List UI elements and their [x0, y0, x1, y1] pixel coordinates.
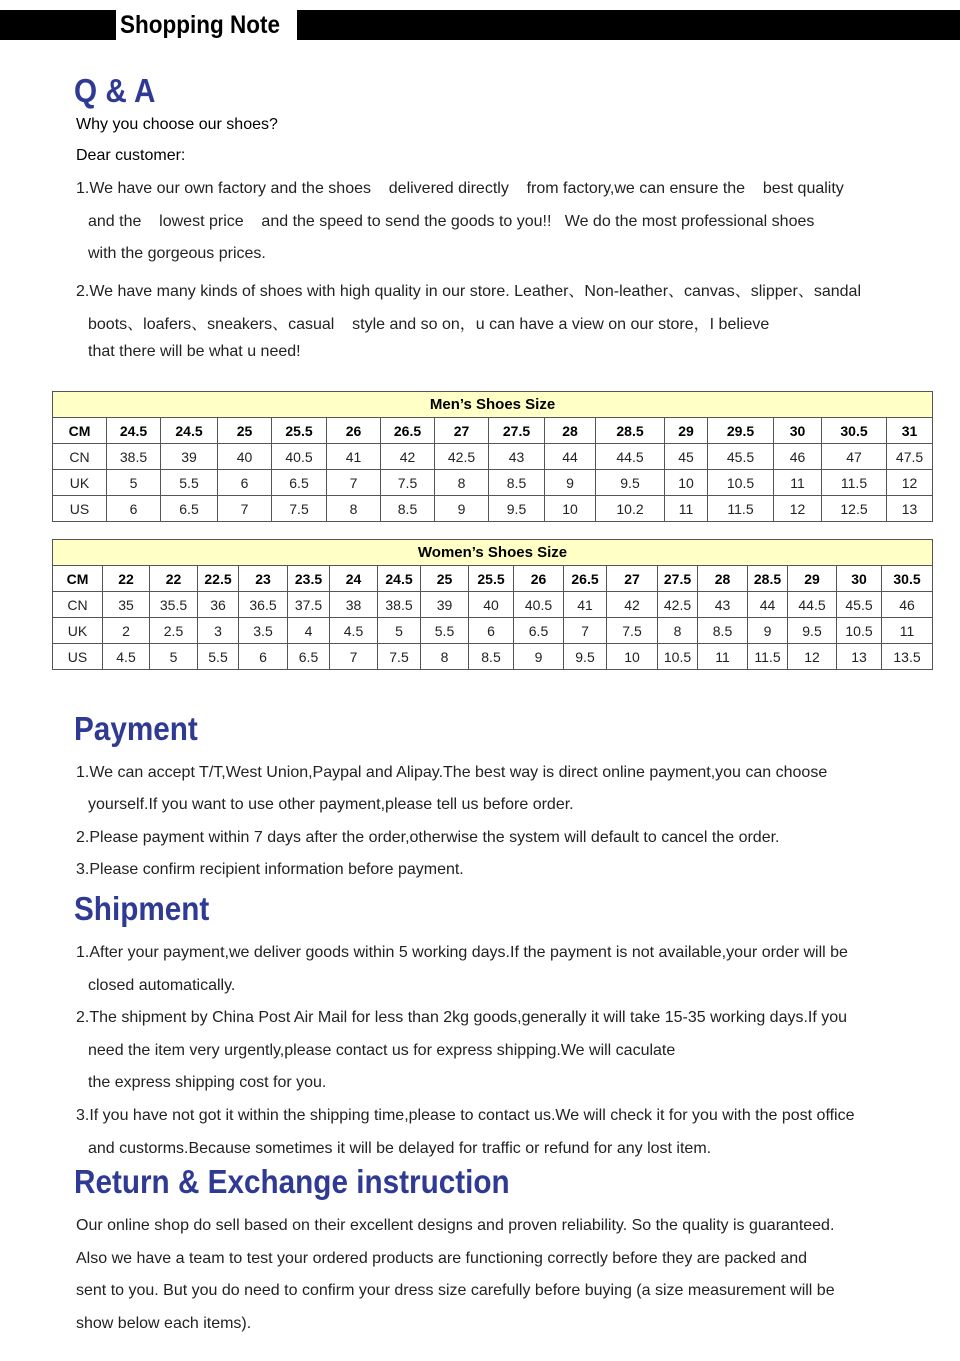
- returns-line: sent to you. But you do need to confirm your dress size carefully before buying (a size measurement will be: [76, 1282, 835, 1299]
- size-cell: 40: [469, 592, 514, 618]
- size-cell: 29: [665, 418, 708, 444]
- payment-line: 1.We can accept T/T,West Union,Paypal and Alipay.The best way is direct online payment,you can choose: [76, 764, 828, 781]
- size-row-us: [53, 496, 933, 522]
- size-cell: 9.5: [489, 496, 545, 522]
- size-cell: 7: [564, 618, 607, 644]
- size-cell: 28: [545, 418, 596, 444]
- size-cell: 5: [107, 470, 161, 496]
- size-cell: 25: [218, 418, 272, 444]
- size-cell: 7: [327, 470, 381, 496]
- size-cell: 28.5: [748, 566, 788, 592]
- size-cell: 8.5: [489, 470, 545, 496]
- size-cell: 10.5: [708, 470, 774, 496]
- size-cell: 6.5: [288, 644, 330, 670]
- qa-greeting: Dear customer:: [76, 147, 186, 164]
- size-cell: 13: [887, 496, 933, 522]
- size-cell: 22: [103, 566, 150, 592]
- size-cell: 30: [774, 418, 822, 444]
- size-cell: 8: [658, 618, 698, 644]
- qa-line: 2.We have many kinds of shoes with high quality in our store. Leather、Non-leather、canvas、slipper、sandal: [76, 283, 861, 300]
- size-cell: 26: [514, 566, 564, 592]
- size-cell: 7.5: [378, 644, 421, 670]
- size-row-label: US: [53, 496, 107, 522]
- shopping-note-banner: [0, 10, 960, 40]
- size-cell: 40: [218, 444, 272, 470]
- mens-table-title: Men’s Shoes Size: [53, 392, 933, 418]
- size-row-label: US: [53, 644, 103, 670]
- size-cell: 42: [607, 592, 658, 618]
- womens-size-table: [52, 539, 933, 670]
- size-cell: 4.5: [103, 644, 150, 670]
- size-row-uk: [53, 618, 933, 644]
- payment-line: 2.Please payment within 7 days after the order,otherwise the system will default to cancel the order.: [76, 829, 780, 846]
- size-row-label: CM: [53, 418, 107, 444]
- size-cell: 7: [218, 496, 272, 522]
- size-cell: 35.5: [150, 592, 198, 618]
- size-cell: 30.5: [882, 566, 933, 592]
- size-cell: 8.5: [381, 496, 435, 522]
- size-cell: 46: [882, 592, 933, 618]
- size-cell: 3: [198, 618, 239, 644]
- size-cell: 46: [774, 444, 822, 470]
- size-row-cm: [53, 566, 933, 592]
- size-cell: 5.5: [198, 644, 239, 670]
- qa-question: Why you choose our shoes?: [76, 116, 278, 133]
- size-cell: 43: [698, 592, 748, 618]
- size-cell: 9: [514, 644, 564, 670]
- size-cell: 27: [435, 418, 489, 444]
- size-cell: 41: [564, 592, 607, 618]
- size-cell: 11: [774, 470, 822, 496]
- size-cell: 11.5: [748, 644, 788, 670]
- size-row-cm: [53, 418, 933, 444]
- size-cell: 23: [239, 566, 288, 592]
- size-row-cn: [53, 592, 933, 618]
- size-cell: 6.5: [161, 496, 218, 522]
- size-row-label: UK: [53, 618, 103, 644]
- returns-line: Our online shop do sell based on their excellent designs and proven reliability. So the quality is guaranteed.: [76, 1217, 835, 1234]
- size-cell: 8.5: [469, 644, 514, 670]
- size-row-label: UK: [53, 470, 107, 496]
- size-cell: 43: [489, 444, 545, 470]
- size-cell: 9: [545, 470, 596, 496]
- size-cell: 6: [107, 496, 161, 522]
- size-cell: 24.5: [161, 418, 218, 444]
- size-cell: 27.5: [489, 418, 545, 444]
- shipment-line: need the item very urgently,please contact us for express shipping.We will caculate: [88, 1042, 676, 1059]
- payment-title: Payment: [74, 710, 198, 747]
- size-cell: 28.5: [596, 418, 665, 444]
- size-cell: 8: [327, 496, 381, 522]
- size-cell: 35: [103, 592, 150, 618]
- size-cell: 38.5: [107, 444, 161, 470]
- size-cell: 11: [882, 618, 933, 644]
- size-cell: 38: [330, 592, 378, 618]
- size-cell: 44: [748, 592, 788, 618]
- womens-table-title: Women’s Shoes Size: [53, 540, 933, 566]
- size-cell: 31: [887, 418, 933, 444]
- size-cell: 5: [378, 618, 421, 644]
- size-cell: 45.5: [837, 592, 882, 618]
- qa-line: that there will be what u need!: [88, 343, 301, 360]
- size-cell: 5: [150, 644, 198, 670]
- size-cell: 10.5: [658, 644, 698, 670]
- size-cell: 25.5: [469, 566, 514, 592]
- size-cell: 9.5: [788, 618, 837, 644]
- size-cell: 3.5: [239, 618, 288, 644]
- size-cell: 5.5: [421, 618, 469, 644]
- size-cell: 44.5: [788, 592, 837, 618]
- size-cell: 9.5: [564, 644, 607, 670]
- payment-line: yourself.If you want to use other payment,please tell us before order.: [88, 796, 574, 813]
- size-cell: 10: [665, 470, 708, 496]
- size-cell: 11.5: [708, 496, 774, 522]
- size-cell: 11: [698, 644, 748, 670]
- size-cell: 13: [837, 644, 882, 670]
- payment-line: 3.Please confirm recipient information before payment.: [76, 861, 464, 878]
- size-cell: 36: [198, 592, 239, 618]
- banner-bar-left: [0, 10, 116, 40]
- size-cell: 29: [788, 566, 837, 592]
- size-cell: 26.5: [564, 566, 607, 592]
- size-cell: 26.5: [381, 418, 435, 444]
- size-cell: 24.5: [378, 566, 421, 592]
- size-cell: 9: [435, 496, 489, 522]
- returns-line: Also we have a team to test your ordered products are functioning correctly before they are packed and: [76, 1250, 808, 1267]
- size-cell: 5.5: [161, 470, 218, 496]
- size-cell: 24: [330, 566, 378, 592]
- size-cell: 2.5: [150, 618, 198, 644]
- size-cell: 6: [239, 644, 288, 670]
- size-cell: 45: [665, 444, 708, 470]
- returns-title: Return & Exchange instruction: [74, 1163, 510, 1200]
- size-cell: 6.5: [272, 470, 327, 496]
- size-cell: 8.5: [698, 618, 748, 644]
- size-cell: 8: [421, 644, 469, 670]
- qa-line: with the gorgeous prices.: [88, 245, 266, 262]
- size-cell: 7.5: [607, 618, 658, 644]
- size-cell: 47: [822, 444, 887, 470]
- shipment-line: closed automatically.: [88, 977, 236, 994]
- size-cell: 7.5: [272, 496, 327, 522]
- size-cell: 26: [327, 418, 381, 444]
- size-cell: 9.5: [596, 470, 665, 496]
- size-cell: 28: [698, 566, 748, 592]
- mens-size-table: [52, 391, 933, 522]
- banner-title: Shopping Note: [120, 11, 280, 39]
- size-cell: 6: [469, 618, 514, 644]
- shipment-line: 3.If you have not got it within the shipping time,please to contact us.We will check it for you with the post office: [76, 1107, 855, 1124]
- qa-line: boots、loafers、sneakers、casual style and so on，u can have a view on our store，I believe: [88, 316, 770, 333]
- shipment-line: and custorms.Because sometimes it will be delayed for traffic or refund for any lost item.: [88, 1140, 712, 1157]
- size-cell: 7.5: [381, 470, 435, 496]
- size-cell: 40.5: [272, 444, 327, 470]
- size-cell: 30: [837, 566, 882, 592]
- size-cell: 7: [330, 644, 378, 670]
- size-cell: 29.5: [708, 418, 774, 444]
- size-cell: 6.5: [514, 618, 564, 644]
- size-row-uk: [53, 470, 933, 496]
- size-cell: 22: [150, 566, 198, 592]
- shipment-line: the express shipping cost for you.: [88, 1074, 327, 1091]
- size-cell: 6: [218, 470, 272, 496]
- size-cell: 10: [607, 644, 658, 670]
- size-cell: 40.5: [514, 592, 564, 618]
- size-cell: 42: [381, 444, 435, 470]
- size-cell: 37.5: [288, 592, 330, 618]
- size-row-label: CN: [53, 444, 107, 470]
- size-cell: 36.5: [239, 592, 288, 618]
- size-cell: 12.5: [822, 496, 887, 522]
- size-cell: 11.5: [822, 470, 887, 496]
- size-cell: 39: [421, 592, 469, 618]
- size-cell: 45.5: [708, 444, 774, 470]
- size-cell: 22.5: [198, 566, 239, 592]
- size-cell: 42.5: [435, 444, 489, 470]
- size-cell: 24.5: [107, 418, 161, 444]
- size-cell: 39: [161, 444, 218, 470]
- size-cell: 41: [327, 444, 381, 470]
- size-cell: 13.5: [882, 644, 933, 670]
- size-cell: 23.5: [288, 566, 330, 592]
- size-cell: 11: [665, 496, 708, 522]
- size-cell: 10.2: [596, 496, 665, 522]
- size-cell: 27: [607, 566, 658, 592]
- banner-bar-right: [297, 10, 960, 40]
- size-cell: 2: [103, 618, 150, 644]
- size-row-label: CN: [53, 592, 103, 618]
- size-cell: 38.5: [378, 592, 421, 618]
- size-cell: 44: [545, 444, 596, 470]
- size-cell: 10.5: [837, 618, 882, 644]
- shipment-line: 1.After your payment,we deliver goods within 5 working days.If the payment is not available,your order will be: [76, 944, 848, 961]
- size-cell: 12: [774, 496, 822, 522]
- size-cell: 4.5: [330, 618, 378, 644]
- shipment-line: 2.The shipment by China Post Air Mail for less than 2kg goods,generally it will take 15-35 working days.If you: [76, 1009, 848, 1026]
- returns-line: show below each items).: [76, 1315, 252, 1332]
- size-row-us: [53, 644, 933, 670]
- size-cell: 12: [788, 644, 837, 670]
- shipment-title: Shipment: [74, 890, 210, 927]
- size-cell: 4: [288, 618, 330, 644]
- size-cell: 8: [435, 470, 489, 496]
- size-cell: 30.5: [822, 418, 887, 444]
- size-cell: 42.5: [658, 592, 698, 618]
- size-row-cn: [53, 444, 933, 470]
- size-cell: 12: [887, 470, 933, 496]
- qa-title: Q & A: [74, 72, 156, 109]
- size-cell: 25: [421, 566, 469, 592]
- qa-line: 1.We have our own factory and the shoes delivered directly from factory,we can ensure the best quality: [76, 180, 844, 197]
- size-cell: 44.5: [596, 444, 665, 470]
- qa-line: and the lowest price and the speed to send the goods to you!! We do the most professional shoes: [88, 213, 815, 230]
- size-cell: 27.5: [658, 566, 698, 592]
- size-cell: 9: [748, 618, 788, 644]
- size-cell: 25.5: [272, 418, 327, 444]
- size-cell: 47.5: [887, 444, 933, 470]
- size-row-label: CM: [53, 566, 103, 592]
- size-cell: 10: [545, 496, 596, 522]
